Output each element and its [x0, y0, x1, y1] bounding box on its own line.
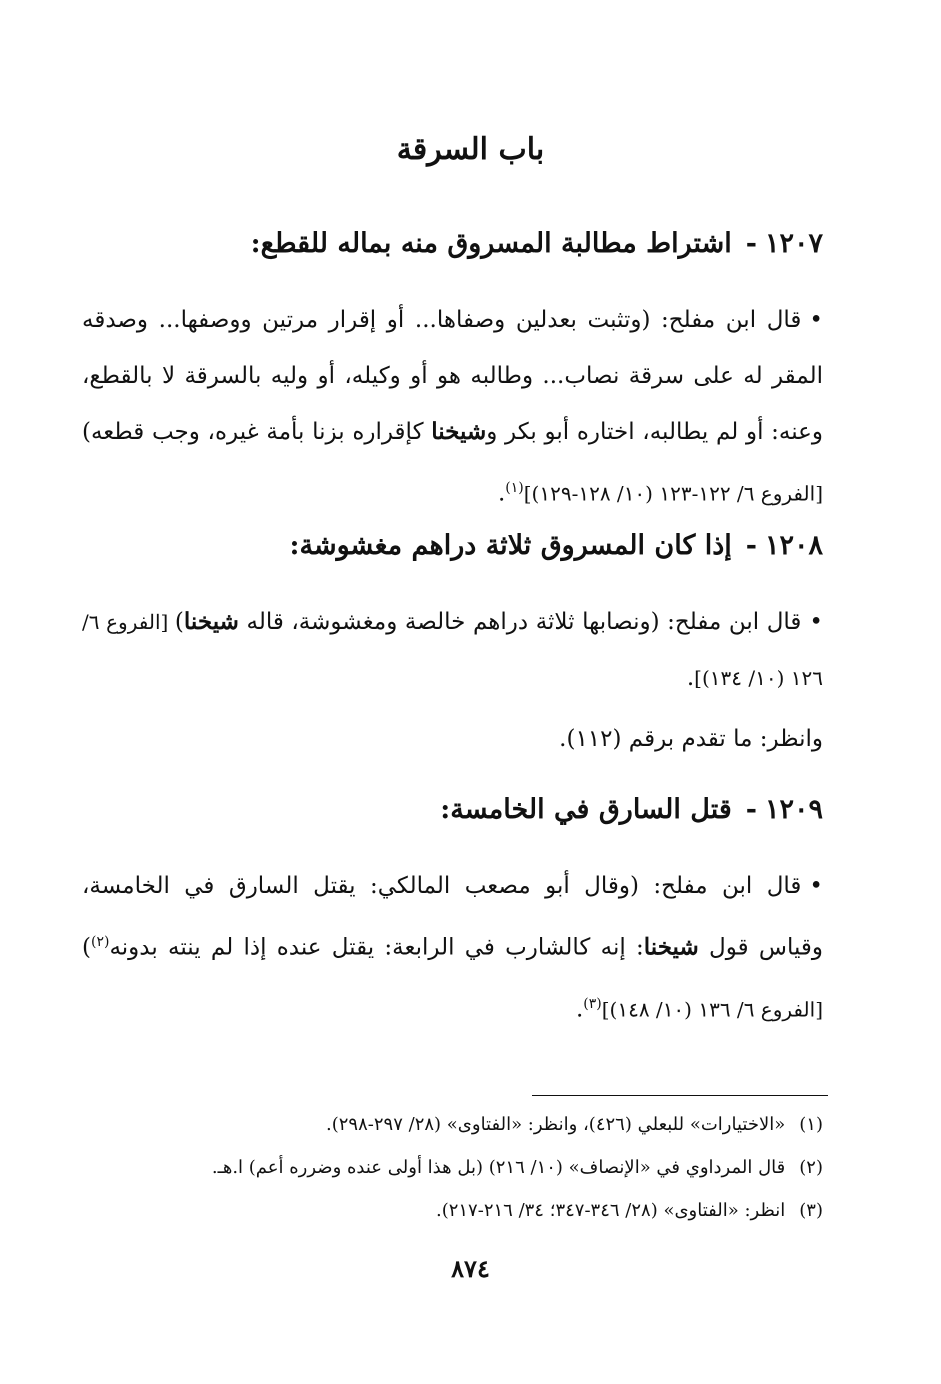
- footnote-1: [82, 1114, 823, 1135]
- section-heading-1209: [80, 794, 823, 825]
- footnote-3: [82, 1200, 823, 1221]
- footnote-number: (٣): [799, 1200, 823, 1221]
- footnote-2: [82, 1157, 823, 1178]
- section-number: ١٢٠٧: [764, 228, 823, 259]
- see-also-note: وانظر: ما تقدم برقم (١١٢).: [559, 726, 823, 752]
- bullet-icon: •: [809, 873, 823, 899]
- footnote-marker: (١): [505, 480, 524, 496]
- footnote-text: «الاختيارات» للبعلي (٤٢٦)، وانظر: «الفتاوى» (٢٨/ ٢٩٧-٢٩٨).: [326, 1114, 786, 1135]
- footnote-text: قال المرداوي في «الإنصاف» (١٠/ ٢١٦) (بل هذا أولى عنده وضرره أعم) ا.هـ.: [211, 1157, 786, 1178]
- section-dash: -: [745, 530, 757, 561]
- quote-text: : إنه كالشارب في الرابعة: يقتل عنده إذا لم ينته بدونه: [109, 934, 644, 961]
- quote-text: قال ابن مفلح: (وتثبت بعدلين وصفاها... أو إقرار مرتين ووصفها... وصدقه المقر له على سرقة نصاب... وطالبه هو أو وكيله، أو وليه بالسرقة لا بالقطع، وعنه: أو لم يطالبه، اختاره أبو بكر و: [82, 307, 824, 445]
- section-dash: -: [745, 228, 757, 259]
- quote-text: قال ابن مفلح: (ونصابها ثلاثة دراهم خالصة ومغشوشة، قاله: [238, 609, 802, 635]
- bold-term: شيخنا: [643, 933, 699, 961]
- period: .: [497, 480, 506, 507]
- page-number: ٨٧٤: [451, 1254, 490, 1283]
- source-reference: [الفروع ٦/ ١٢٢-١٢٣ (١٠/ ١٢٨-١٢٩)]: [523, 481, 823, 506]
- section-title: قتل السارق في الخامسة:: [440, 794, 732, 825]
- quote-text: قال ابن مفلح: (وقال أبو مصعب المالكي: يقتل السارق في الخامسة، وقياس قول: [82, 873, 823, 961]
- section-heading-1208: [80, 530, 823, 561]
- section-number: ١٢٠٨: [764, 530, 823, 561]
- footnote-marker: (٣): [583, 995, 602, 1012]
- period: .: [686, 665, 695, 691]
- footnote-text: انظر: «الفتاوى» (٢٨/ ٣٤٦-٣٤٧؛ ٣٤/ ٢١٦-٢١٧).: [435, 1200, 786, 1221]
- quote-text: ): [82, 934, 91, 961]
- source-reference: [الفروع ٦/ ١٣٦ (١٠/ ١٤٨)]: [601, 997, 823, 1022]
- bold-term: شيخنا: [183, 608, 239, 635]
- section-title: إذا كان المسروق ثلاثة دراهم مغشوشة:: [289, 530, 732, 561]
- section-paragraph-1207: [82, 292, 823, 522]
- period: .: [575, 996, 584, 1023]
- bullet-icon: •: [809, 307, 823, 333]
- section-heading-1207: [80, 228, 823, 259]
- section-paragraph-1208: [82, 594, 823, 706]
- section-number: ١٢٠٩: [764, 794, 823, 825]
- quote-text: ): [174, 609, 184, 635]
- footnote-marker: (٢): [90, 934, 110, 950]
- chapter-title: باب السرقة: [396, 132, 545, 167]
- section-dash: -: [745, 794, 757, 825]
- footnote-divider: [532, 1095, 828, 1096]
- bullet-icon: •: [809, 609, 823, 635]
- quote-text: كإقراره بزنا بأمة غيره، وجب قطعه): [82, 419, 432, 445]
- footnote-number: (٢): [799, 1157, 823, 1178]
- bold-term: شيخنا: [431, 418, 487, 445]
- footnote-number: (١): [799, 1114, 823, 1135]
- section-title: اشتراط مطالبة المسروق منه بماله للقطع:: [250, 228, 732, 259]
- source-reference: [الفروع ٦/ ١٢٦ (١٠/ ١٣٤)]: [82, 610, 823, 690]
- section-paragraph-1209: [82, 858, 823, 1037]
